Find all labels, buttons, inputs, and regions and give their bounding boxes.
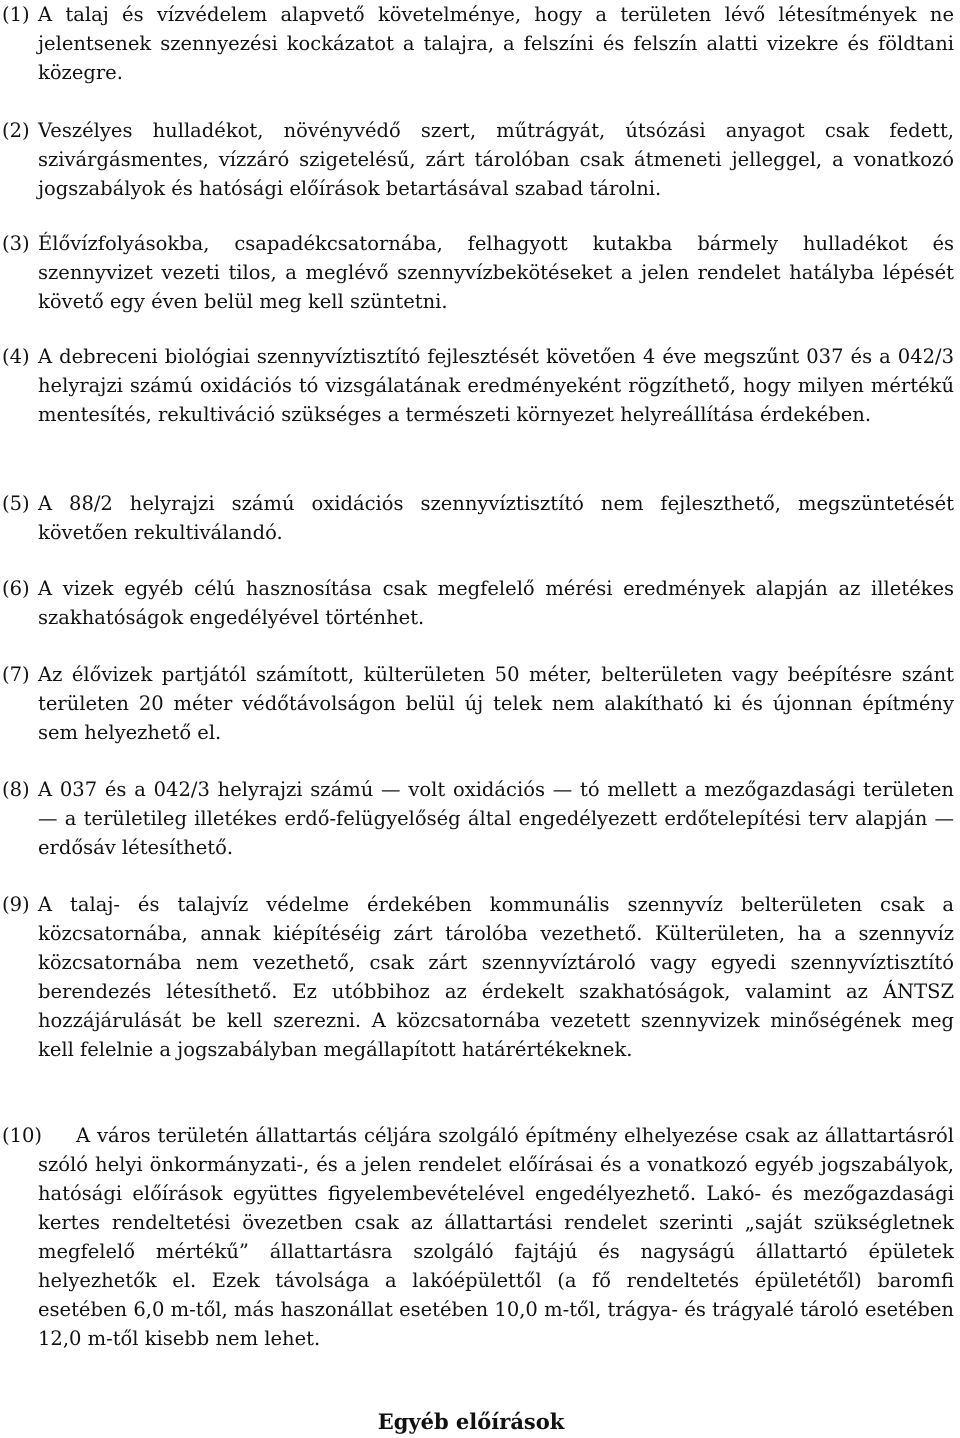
paragraph-10 <box>0 1121 954 1353</box>
paragraph-text: A talaj- és talajvíz védelme érdekében kommunális szennyvíz belterületen csak a közcsatornába, annak kiépítéséig zárt tárolóba vezethető. Külterületen, ha a szennyvíz közcsatornába nem vezethető, csak zárt szennyvíztároló vagy egyedi szennyvíztisztító berendezés létesíthető. Ez utóbbihoz az érdekelt szakhatóságok, valamint az ÁNTSZ hozzájárulását be kell szerezni. A közcsatornába vezetett szennyvizek minőségének meg kell felelnie a jogszabályban megállapított határértékeknek. <box>38 893 954 1061</box>
section-heading: Egyéb előírások <box>377 1409 565 1434</box>
paragraph-text: Az élővizek partjától számított, külterületen 50 méter, belterületen vagy beépítésre szánt területen 20 méter védőtávolságon belül új telek nem alakítható ki és újonnan építmény sem helyezhető el. <box>38 663 954 744</box>
paragraph-4 <box>0 342 954 429</box>
paragraph-number: (5) <box>2 492 30 515</box>
paragraph-text: A város területén állattartás céljára szolgáló építmény elhelyezése csak az állattartásról szóló helyi önkormányzati-, és a jelen rendelet előírásai és a vonatkozó egyéb jogszabályok, hatósági előírások együttes figyelembevételével engedélyezhető. Lakó- és mezőgazdasági kertes rendeltetési övezetben csak az állattartási rendelet szerinti „saját szükségletnek megfelelő mértékű” állattartásra szolgáló fajtájú és nagyságú állattartó épületek helyezhetők el. Ezek távolsága a lakóépülettől (a fő rendeltetés épületétől) baromfi esetében 6,0 m-től, más haszonállat esetében 10,0 m-től, trágya- és trágyalé tároló esetében 12,0 m-től kisebb nem lehet. <box>38 1124 954 1350</box>
paragraph-number: (1) <box>2 3 30 26</box>
paragraph-1 <box>0 0 954 87</box>
paragraph-text: A vizek egyéb célú hasznosítása csak megfelelő mérési eredmények alapján az illetékes szakhatóságok engedélyével történhet. <box>38 577 954 629</box>
paragraph-number: (7) <box>2 663 30 686</box>
paragraph-number: (2) <box>2 119 30 142</box>
paragraph-text: A talaj és vízvédelem alapvető követelménye, hogy a területen lévő létesítmények ne jelentsenek szennyezési kockázatot a talajra, a felszíni és felszín alatti vizekre és földtani közegre. <box>38 3 954 84</box>
paragraph-9 <box>0 890 954 1064</box>
paragraph-number: (10) <box>2 1124 43 1147</box>
paragraph-text: A 037 és a 042/3 helyrajzi számú — volt oxidációs — tó mellett a mezőgazdasági területen — a területileg illetékes erdő-felügyelőség által engedélyezett erdőtelepítési terv alapján — erdősáv létesíthető. <box>38 778 954 859</box>
paragraph-text: Veszélyes hulladékot, növényvédő szert, műtrágyát, útsózási anyagot csak fedett, szivárgásmentes, vízzáró szigetelésű, zárt tárolóban csak átmeneti jelleggel, a vonatkozó jogszabályok és hatósági előírások betartásával szabad tárolni. <box>38 119 954 200</box>
paragraph-7 <box>0 660 954 747</box>
paragraph-3 <box>0 229 954 316</box>
paragraph-5 <box>0 489 954 547</box>
paragraph-number: (9) <box>2 893 30 916</box>
paragraph-number: (8) <box>2 778 30 801</box>
paragraph-text: Élővízfolyásokba, csapadékcsatornába, felhagyott kutakba bármely hulladékot és szennyvizet vezeti tilos, a meglévő szennyvízbekötéseket a jelen rendelet hatályba lépését követő egy éven belül meg kell szüntetni. <box>38 232 954 313</box>
paragraph-number: (3) <box>2 232 30 255</box>
paragraph-8 <box>0 775 954 862</box>
paragraph-number: (4) <box>2 345 30 368</box>
paragraph-number: (6) <box>2 577 30 600</box>
paragraph-2 <box>0 116 954 203</box>
paragraph-6 <box>0 574 954 632</box>
paragraph-text: A debreceni biológiai szennyvíztisztító fejlesztését követően 4 éve megszűnt 037 és a 042/3 helyrajzi számú oxidációs tó vizsgálatának eredményeként rögzíthető, hogy milyen mértékű mentesítés, rekultiváció szükséges a természeti környezet helyreállítása érdekében. <box>38 345 954 426</box>
paragraph-text: A 88/2 helyrajzi számú oxidációs szennyvíztisztító nem fejleszthető, megszüntetését követően rekultiválandó. <box>38 492 954 544</box>
